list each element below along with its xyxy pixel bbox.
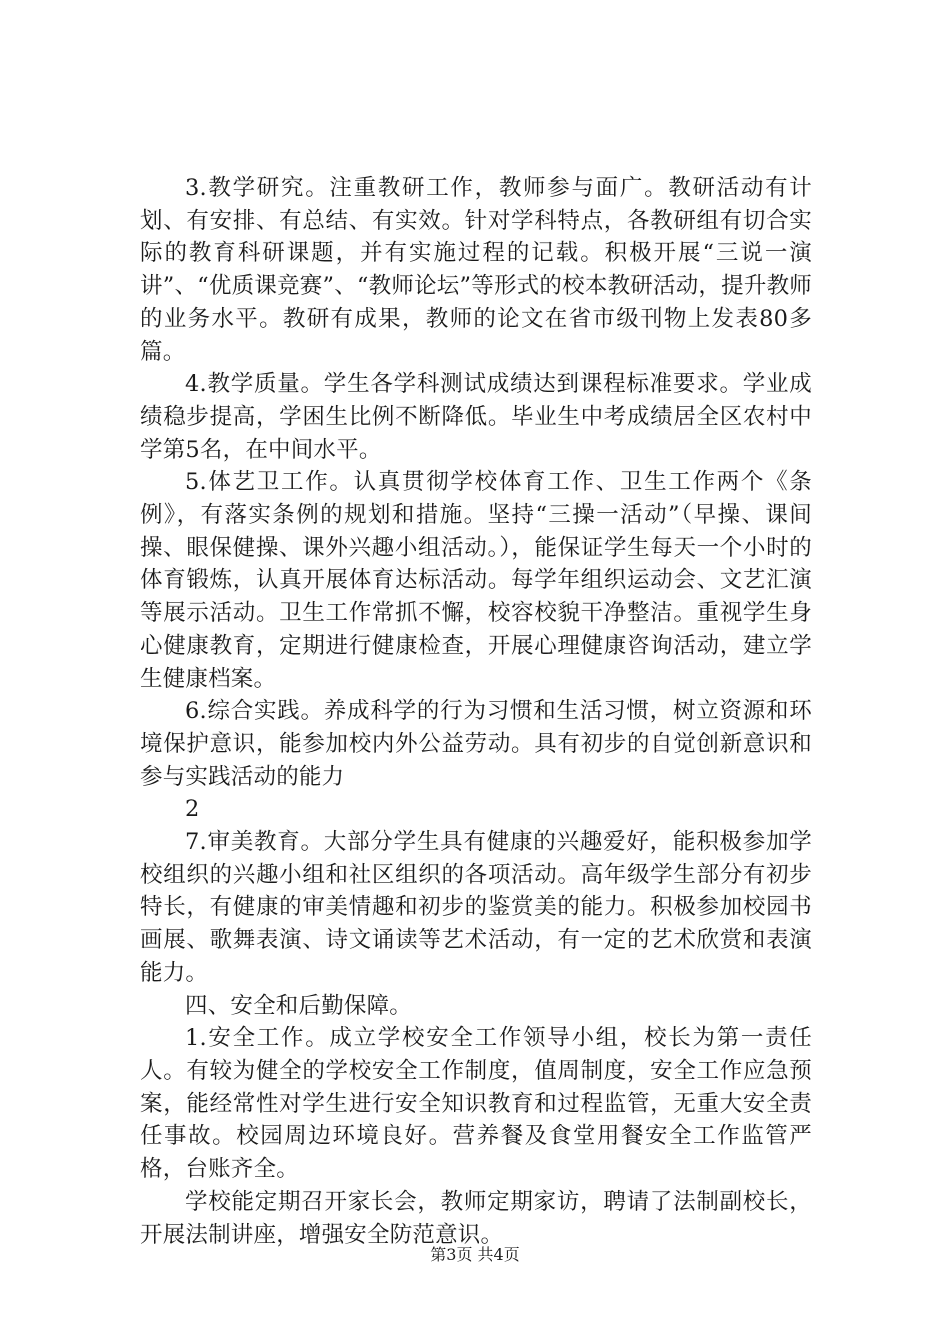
paragraph-teaching-quality: 4.教学质量。学生各学科测试成绩达到课程标准要求。学业成绩稳步提高，学困生比例不断降低。毕业生中考成绩居全区农村中学第5名，在中间水平。 bbox=[140, 371, 812, 463]
paragraph-parent-meetings: 学校能定期召开家长会，教师定期家访，聘请了法制副校长，开展法制讲座，增强安全防范意识。 bbox=[140, 1188, 812, 1248]
paragraph-safety-work: 1.安全工作。成立学校安全工作领导小组，校长为第一责任人。有较为健全的学校安全工作制度，值周制度，安全工作应急预案，能经常性对学生进行安全知识教育和过程监管，无重大安全责任事故。校园周边环境良好。营养餐及食堂用餐安全工作监管严格，台账齐全。 bbox=[140, 1025, 812, 1183]
paragraph-comprehensive-practice: 6.综合实践。养成科学的行为习惯和生活习惯，树立资源和环境保护意识，能参加校内外公益劳动。具有初步的自觉创新意识和参与实践活动的能力 bbox=[140, 698, 812, 790]
paragraph-aesthetic-education: 7.审美教育。大部分学生具有健康的兴趣爱好，能积极参加学校组织的兴趣小组和社区组织的各项活动。高年级学生部分有初步特长，有健康的审美情趣和初步的鉴赏美的能力。积极参加校园书画展、歌舞表演、诗文诵读等艺术活动，有一定的艺术欣赏和表演能力。 bbox=[140, 829, 812, 986]
section-heading-safety-logistics: 四、安全和后勤保障。 bbox=[185, 992, 413, 1019]
paragraph-stray-number: 2 bbox=[185, 796, 200, 823]
paragraph-sports-art-health: 5.体艺卫工作。认真贯彻学校体育工作、卫生工作两个《条例》，有落实条例的规划和措施。坚持“三操一活动”（早操、课间操、眼保健操、课外兴趣小组活动。），能保证学生每天一个小时的体育锻炼，认真开展体育达标活动。每学年组织运动会、文艺汇演等展示活动。卫生工作常抓不懈，校容校貌干净整洁。重视学生身心健康教育，定期进行健康检查，开展心理健康咨询活动，建立学生健康档案。 bbox=[140, 469, 812, 692]
paragraph-teaching-research: 3.教学研究。注重教研工作，教师参与面广。教研活动有计划、有安排、有总结、有实效。针对学科特点，各教研组有切合实际的教育科研课题，并有实施过程的记载。积极开展“三说一演讲”、“优质课竞赛”、“教师论坛”等形式的校本教研活动，提升教师的业务水平。教研有成果，教师的论文在省市级刊物上发表80多篇。 bbox=[140, 175, 812, 365]
page-footer: 第3页 共4页 bbox=[430, 1245, 520, 1264]
document-body bbox=[140, 172, 812, 1251]
